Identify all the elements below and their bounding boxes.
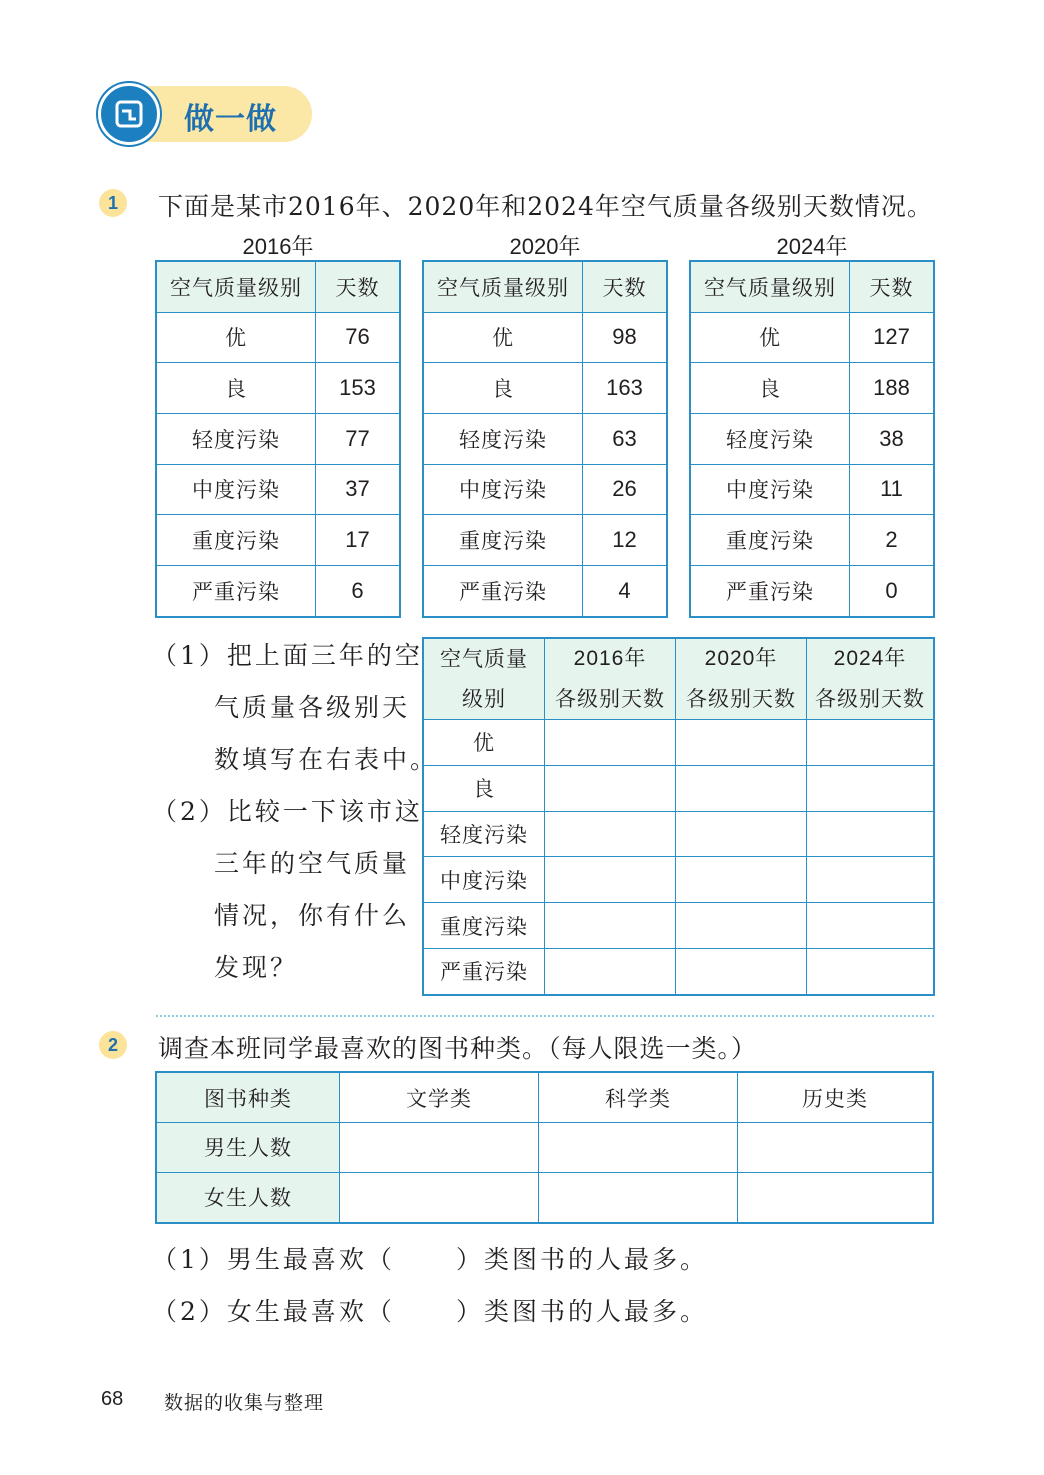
level-cell: 轻度污染 [156,413,316,464]
combined-fill-table [422,637,935,996]
level-cell: 良 [423,765,545,811]
header-cell: 天数 [850,261,935,312]
days-cell: 2 [850,515,935,566]
header-cell: 历史类 [738,1072,934,1123]
blank-cell[interactable] [738,1172,934,1223]
blank-cell[interactable] [545,903,676,949]
year-label-2020: 2020年 [509,234,581,259]
blank-cell[interactable] [539,1172,738,1223]
q2-sub-1-prefix: （1）男生最喜欢（ [152,1245,395,1274]
days-cell: 153 [316,363,401,414]
blank-cell[interactable] [676,948,807,995]
level-cell: 中度污染 [690,464,850,515]
sub-question-2-line-4: 发现？ [214,953,299,982]
level-cell: 中度污染 [156,464,316,515]
sub-question-1-line-2: 气质量各级别天 [214,693,411,722]
blank-cell[interactable] [545,811,676,857]
page-number: 68 [101,1388,124,1410]
level-cell: 良 [690,363,850,414]
question-number-badge: 1 [99,189,127,217]
level-cell: 优 [423,720,545,766]
level-cell: 良 [423,363,583,414]
header-cell: 空气质量级别 [690,261,850,312]
header-year: 2020年 [704,647,778,670]
header-cell: 科学类 [539,1072,738,1123]
sub-question-1-line-1: （1）把上面三年的空 [152,641,423,670]
header-year-cell [676,638,807,720]
q2-sub-2-prefix: （2）女生最喜欢（ [152,1297,395,1326]
days-cell: 37 [316,464,401,515]
blank-cell[interactable] [807,720,935,766]
year-label-2024: 2024年 [776,234,848,259]
question-1-text: 下面是某市2016年、2020年和2024年空气质量各级别天数情况。 [158,192,933,221]
level-cell: 优 [156,312,316,363]
dotted-divider [156,1015,934,1017]
days-cell: 6 [316,565,401,617]
sub-question-1-line-3: 数填写在右表中。 [214,745,439,774]
sub-question-2-line-3: 情况，你有什么 [214,901,411,930]
header-cell: 空气质量级别 [156,261,316,312]
table-2016 [155,260,401,618]
level-cell: 严重污染 [423,565,583,617]
days-cell: 163 [583,363,668,414]
q2-sub-2-suffix: ）类图书的人最多。 [456,1297,709,1326]
chapter-title: 数据的收集与整理 [164,1392,325,1414]
row-label-cell: 男生人数 [156,1123,340,1173]
days-cell: 12 [583,515,668,566]
header-year: 2024年 [833,647,907,670]
header-sub: 各级别天数 [686,687,796,711]
row-label-cell: 女生人数 [156,1172,340,1223]
days-cell: 98 [583,312,668,363]
blank-cell[interactable] [676,765,807,811]
header-year-cell [807,638,935,720]
header-cell: 文学类 [340,1072,539,1123]
header-cell: 天数 [316,261,401,312]
blank-cell[interactable] [807,765,935,811]
blank-cell[interactable] [807,811,935,857]
level-cell: 中度污染 [423,857,545,903]
level-cell: 优 [423,312,583,363]
level-cell: 中度污染 [423,464,583,515]
days-cell: 26 [583,464,668,515]
level-cell: 重度污染 [423,903,545,949]
days-cell: 188 [850,363,935,414]
header-sub: 各级别天数 [815,687,925,711]
table-2024 [689,260,935,618]
blank-cell[interactable] [545,948,676,995]
level-cell: 严重污染 [423,948,545,995]
level-cell: 轻度污染 [423,811,545,857]
blank-cell[interactable] [340,1123,539,1173]
level-cell: 优 [690,312,850,363]
blank-cell[interactable] [807,903,935,949]
days-cell: 38 [850,413,935,464]
level-cell: 严重污染 [156,565,316,617]
header-cell: 天数 [583,261,668,312]
blank-cell[interactable] [807,948,935,995]
header-year-cell [545,638,676,720]
blank-cell[interactable] [340,1172,539,1223]
year-label-2016: 2016年 [242,234,314,259]
blank-cell[interactable] [676,720,807,766]
level-cell: 重度污染 [156,515,316,566]
header-line: 级别 [462,687,506,711]
blank-cell[interactable] [738,1123,934,1173]
header-year: 2016年 [573,647,647,670]
blank-cell[interactable] [676,903,807,949]
days-cell: 4 [583,565,668,617]
sub-question-2-line-2: 三年的空气质量 [214,849,411,878]
blank-cell[interactable] [545,765,676,811]
header-sub: 各级别天数 [555,687,665,711]
days-cell: 63 [583,413,668,464]
days-cell: 76 [316,312,401,363]
header-line: 空气质量 [440,647,528,671]
q2-sub-1-suffix: ）类图书的人最多。 [456,1245,709,1274]
blank-cell[interactable] [545,720,676,766]
blank-cell[interactable] [539,1123,738,1173]
blank-cell[interactable] [676,857,807,903]
days-cell: 127 [850,312,935,363]
blank-cell[interactable] [676,811,807,857]
blank-cell[interactable] [545,857,676,903]
question-2-text: 调查本班同学最喜欢的图书种类。（每人限选一类。） [158,1034,758,1063]
level-cell: 良 [156,363,316,414]
sub-question-2-line-1: （2）比较一下该市这 [152,797,423,826]
section-title: 做一做 [184,102,277,137]
level-cell: 重度污染 [690,515,850,566]
days-cell: 17 [316,515,401,566]
days-cell: 11 [850,464,935,515]
header-cell: 空气质量级别 [423,261,583,312]
table-2020 [422,260,668,618]
days-cell: 77 [316,413,401,464]
question-number-badge: 2 [99,1031,127,1059]
header-cell: 图书种类 [156,1072,340,1123]
pencil-square-icon [98,83,160,145]
days-cell: 0 [850,565,935,617]
level-cell: 严重污染 [690,565,850,617]
book-survey-table [155,1071,934,1224]
level-cell: 轻度污染 [423,413,583,464]
level-cell: 重度污染 [423,515,583,566]
header-level-cell [423,638,545,720]
level-cell: 轻度污染 [690,413,850,464]
blank-cell[interactable] [807,857,935,903]
